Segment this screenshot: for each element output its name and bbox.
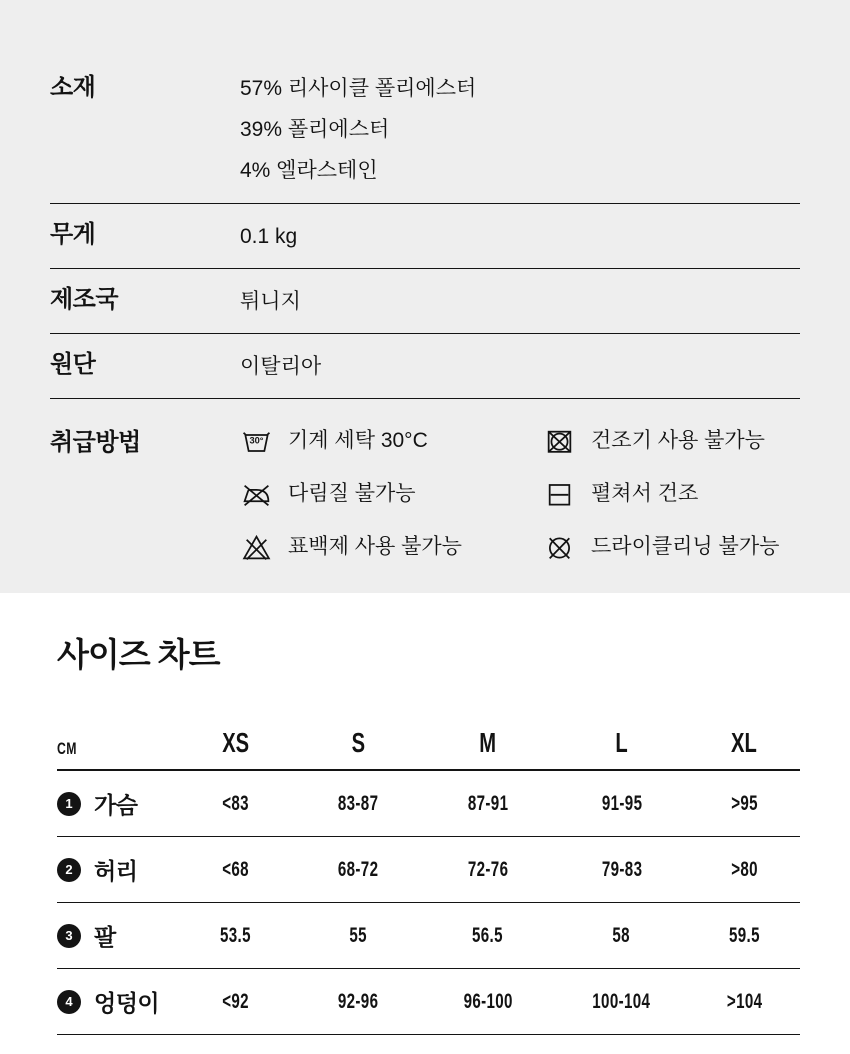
fabric-value: 이탈리아 <box>240 355 322 378</box>
row-label: 가슴 <box>94 792 138 818</box>
material-row <box>50 68 800 204</box>
col-header-s: S <box>295 675 421 770</box>
fabric-row <box>50 334 800 399</box>
no-iron-icon <box>240 479 273 510</box>
cell-value: 68-72 <box>337 857 379 881</box>
care-item-label: 펼쳐서 건조 <box>591 482 699 505</box>
material-line-2: 39% 폴리에스터 <box>240 118 390 141</box>
country-label: 제조국 <box>50 286 119 313</box>
svg-text:30°: 30° <box>249 435 264 446</box>
cell-value: 58 <box>612 923 631 947</box>
cell-value: 100-104 <box>592 989 651 1013</box>
no-bleach-icon <box>240 532 273 563</box>
table-row-arm <box>57 903 800 969</box>
table-row-hip <box>57 969 800 1035</box>
size-chart-section <box>0 593 850 1054</box>
cell-value: 53.5 <box>219 923 251 947</box>
row-number-badge: 4 <box>57 990 81 1014</box>
row-label: 허리 <box>94 858 138 884</box>
care-column-right <box>543 425 779 563</box>
cell-value: >104 <box>726 989 763 1013</box>
col-header-xl: XL <box>689 675 800 770</box>
cell-value: >80 <box>730 857 758 881</box>
no-tumble-dry-icon <box>543 426 576 457</box>
country-value: 튀니지 <box>240 290 301 313</box>
material-line-3: 4% 엘라스테인 <box>240 159 378 182</box>
cell-value: 96-100 <box>463 989 513 1013</box>
cell-value: 56.5 <box>472 923 504 947</box>
row-number-badge: 2 <box>57 858 81 882</box>
material-line-1: 57% 리사이클 폴리에스터 <box>240 77 477 100</box>
material-values <box>240 68 476 191</box>
col-header-m: M <box>421 675 555 770</box>
weight-row <box>50 204 800 269</box>
fabric-label: 원단 <box>50 351 96 378</box>
weight-label: 무게 <box>50 221 96 248</box>
cell-value: <68 <box>221 857 249 881</box>
cell-value: 72-76 <box>467 857 509 881</box>
unit-header: CM <box>57 675 176 770</box>
cell-value: 83-87 <box>337 791 379 815</box>
size-chart-title: 사이즈 차트 <box>57 636 220 673</box>
care-item-dry-clean <box>543 531 779 563</box>
cell-value: 55 <box>349 923 367 947</box>
size-chart-table <box>57 675 800 1035</box>
material-label: 소재 <box>50 74 96 101</box>
row-number-badge: 3 <box>57 924 81 948</box>
care-row <box>50 399 800 563</box>
care-item-label: 표백제 사용 불가능 <box>288 535 462 558</box>
cell-value: 92-96 <box>337 989 379 1013</box>
row-number-badge: 1 <box>57 792 81 816</box>
cell-value: <83 <box>221 791 249 815</box>
weight-value: 0.1 kg <box>240 225 298 248</box>
care-item-iron <box>240 478 543 510</box>
cell-value: 79-83 <box>601 857 642 881</box>
care-item-bleach <box>240 531 543 563</box>
cell-value: 87-91 <box>467 791 509 815</box>
no-dry-clean-icon <box>543 532 576 563</box>
care-label: 취급방법 <box>50 429 141 456</box>
care-item-wash <box>240 425 543 457</box>
machine-wash-30-icon <box>240 426 273 457</box>
table-row-waist <box>57 837 800 903</box>
cell-value: <92 <box>221 989 249 1013</box>
row-label: 엉덩이 <box>94 990 160 1016</box>
country-row <box>50 269 800 334</box>
care-item-label: 드라이클리닝 불가능 <box>591 535 780 558</box>
table-row-chest <box>57 770 800 837</box>
care-item-tumble-dry <box>543 425 779 457</box>
care-item-label: 건조기 사용 불가능 <box>591 429 765 452</box>
cell-value: 91-95 <box>601 791 642 815</box>
col-header-xs: XS <box>176 675 295 770</box>
cell-value: >95 <box>730 791 758 815</box>
care-column-left <box>240 425 543 563</box>
dry-flat-icon <box>543 479 576 510</box>
size-chart-header-row <box>57 675 800 770</box>
row-label: 팔 <box>94 924 116 950</box>
cell-value: 59.5 <box>728 923 760 947</box>
care-item-label: 기계 세탁 30°C <box>288 429 428 452</box>
care-item-dry-flat <box>543 478 779 510</box>
care-grid <box>240 423 779 563</box>
care-item-label: 다림질 불가능 <box>288 482 416 505</box>
col-header-l: L <box>555 675 689 770</box>
